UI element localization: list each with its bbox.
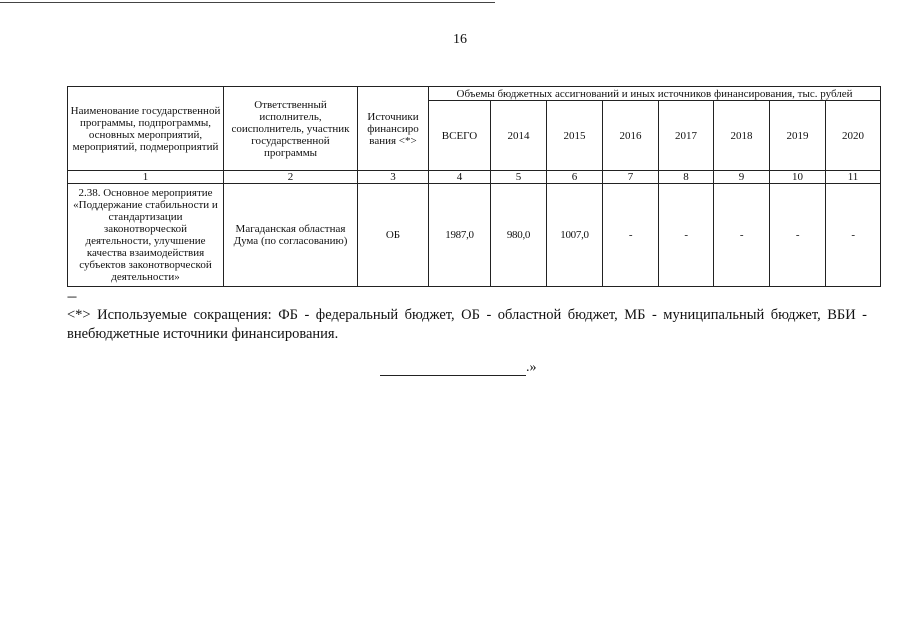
closing-mark: .»	[526, 360, 537, 375]
header-responsible: Ответственный исполнитель, соисполнитель, участник государственной программы	[224, 87, 358, 171]
row-total: 1987,0	[429, 184, 491, 287]
header-year: 2014	[491, 101, 547, 171]
column-number: 11	[826, 171, 881, 184]
column-number: 4	[429, 171, 491, 184]
closing-signature-line	[380, 360, 537, 376]
column-number: 9	[714, 171, 770, 184]
row-value: 1007,0	[547, 184, 603, 287]
budget-table	[67, 86, 881, 287]
row-source: ОБ	[358, 184, 429, 287]
row-value: 980,0	[491, 184, 547, 287]
signature-underline	[380, 363, 526, 376]
table-row	[68, 184, 881, 287]
column-number: 7	[603, 171, 659, 184]
header-year: 2015	[547, 101, 603, 171]
column-number-row	[68, 171, 881, 184]
footnote-text: <*> Используемые сокращения: ФБ - федеральный бюджет, ОБ - областной бюджет, МБ - муниципальный бюджет, ВБИ - внебюджетные источники финансирования.	[67, 307, 867, 342]
header-year: 2016	[603, 101, 659, 171]
row-value: -	[603, 184, 659, 287]
header-volumes: Объемы бюджетных ассигнований и иных источников финансирования, тыс. рублей	[429, 87, 881, 101]
row-value: -	[659, 184, 714, 287]
column-number: 3	[358, 171, 429, 184]
footnote-separator: ---	[67, 289, 76, 303]
header-sources: Источники финансиро вания <*>	[358, 87, 429, 171]
top-rule	[0, 2, 495, 3]
header-year: 2018	[714, 101, 770, 171]
header-year: 2019	[770, 101, 826, 171]
row-name: 2.38. Основное мероприятие «Поддержание стабильности и стандартизации законотворческой деятельности, улучшение качества взаимодействия субъектов законотворческой деятельности»	[68, 184, 224, 287]
row-value: -	[826, 184, 881, 287]
row-responsible: Магаданская областная Дума (по согласованию)	[224, 184, 358, 287]
header-total: ВСЕГО	[429, 101, 491, 171]
column-number: 5	[491, 171, 547, 184]
header-year: 2020	[826, 101, 881, 171]
row-value: -	[770, 184, 826, 287]
column-number: 10	[770, 171, 826, 184]
header-row-1	[68, 87, 881, 101]
column-number: 6	[547, 171, 603, 184]
column-number: 1	[68, 171, 224, 184]
header-name: Наименование государственной программы, подпрограммы, основных мероприятий, мероприятий, подмероприятий	[68, 87, 224, 171]
row-value: -	[714, 184, 770, 287]
column-number: 8	[659, 171, 714, 184]
header-year: 2017	[659, 101, 714, 171]
page-number: 16	[453, 32, 467, 47]
column-number: 2	[224, 171, 358, 184]
